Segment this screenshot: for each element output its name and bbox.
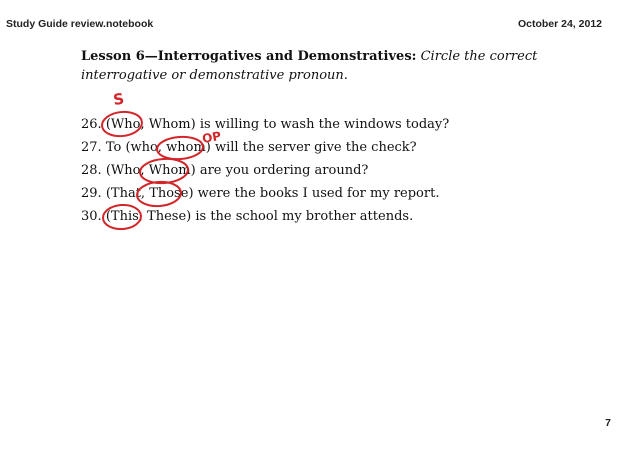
question-text-post: , Whom) is willing to wash the windows today? <box>140 117 450 132</box>
lesson-heading <box>81 47 551 85</box>
question-29 <box>81 186 439 202</box>
question-text-pre: To (who, <box>105 140 167 155</box>
question-text-post: , These) is the school my brother attends. <box>138 209 414 224</box>
lesson-title: Lesson 6—Interrogatives and Demonstratives: <box>81 49 417 64</box>
question-number: 26. <box>81 117 102 132</box>
page-date: October 24, 2012 <box>517 18 602 30</box>
circled-answer[interactable]: whom <box>166 140 206 155</box>
question-26 <box>81 117 449 133</box>
notebook-title: Study Guide review.notebook <box>6 18 154 30</box>
question-text-pre: ( <box>105 117 111 132</box>
question-27 <box>81 140 417 156</box>
question-number: 28. <box>81 163 102 178</box>
question-28 <box>81 163 368 179</box>
question-number: 27. <box>81 140 102 155</box>
circled-answer[interactable]: Who <box>110 117 141 132</box>
circled-answer[interactable]: Those <box>149 186 189 201</box>
circled-answer[interactable]: This <box>110 209 139 224</box>
question-text-pre: (That, <box>105 186 150 201</box>
annotation-op: OP <box>201 128 223 146</box>
annotation-s: S <box>112 89 126 109</box>
question-30 <box>81 209 413 225</box>
lesson-instruction: Circle the correct interrogative or demonstrative pronoun. <box>81 49 538 83</box>
question-text-pre: (Who, <box>105 163 149 178</box>
question-text-post: ) will the server give the check? <box>205 140 417 155</box>
circled-answer[interactable]: Whom <box>148 163 191 178</box>
question-text-pre: ( <box>105 209 111 224</box>
question-number: 30. <box>81 209 102 224</box>
question-text-post: ) are you ordering around? <box>190 163 369 178</box>
page-number: 7 <box>605 417 611 429</box>
question-number: 29. <box>81 186 102 201</box>
question-text-post: ) were the books I used for my report. <box>188 186 440 201</box>
